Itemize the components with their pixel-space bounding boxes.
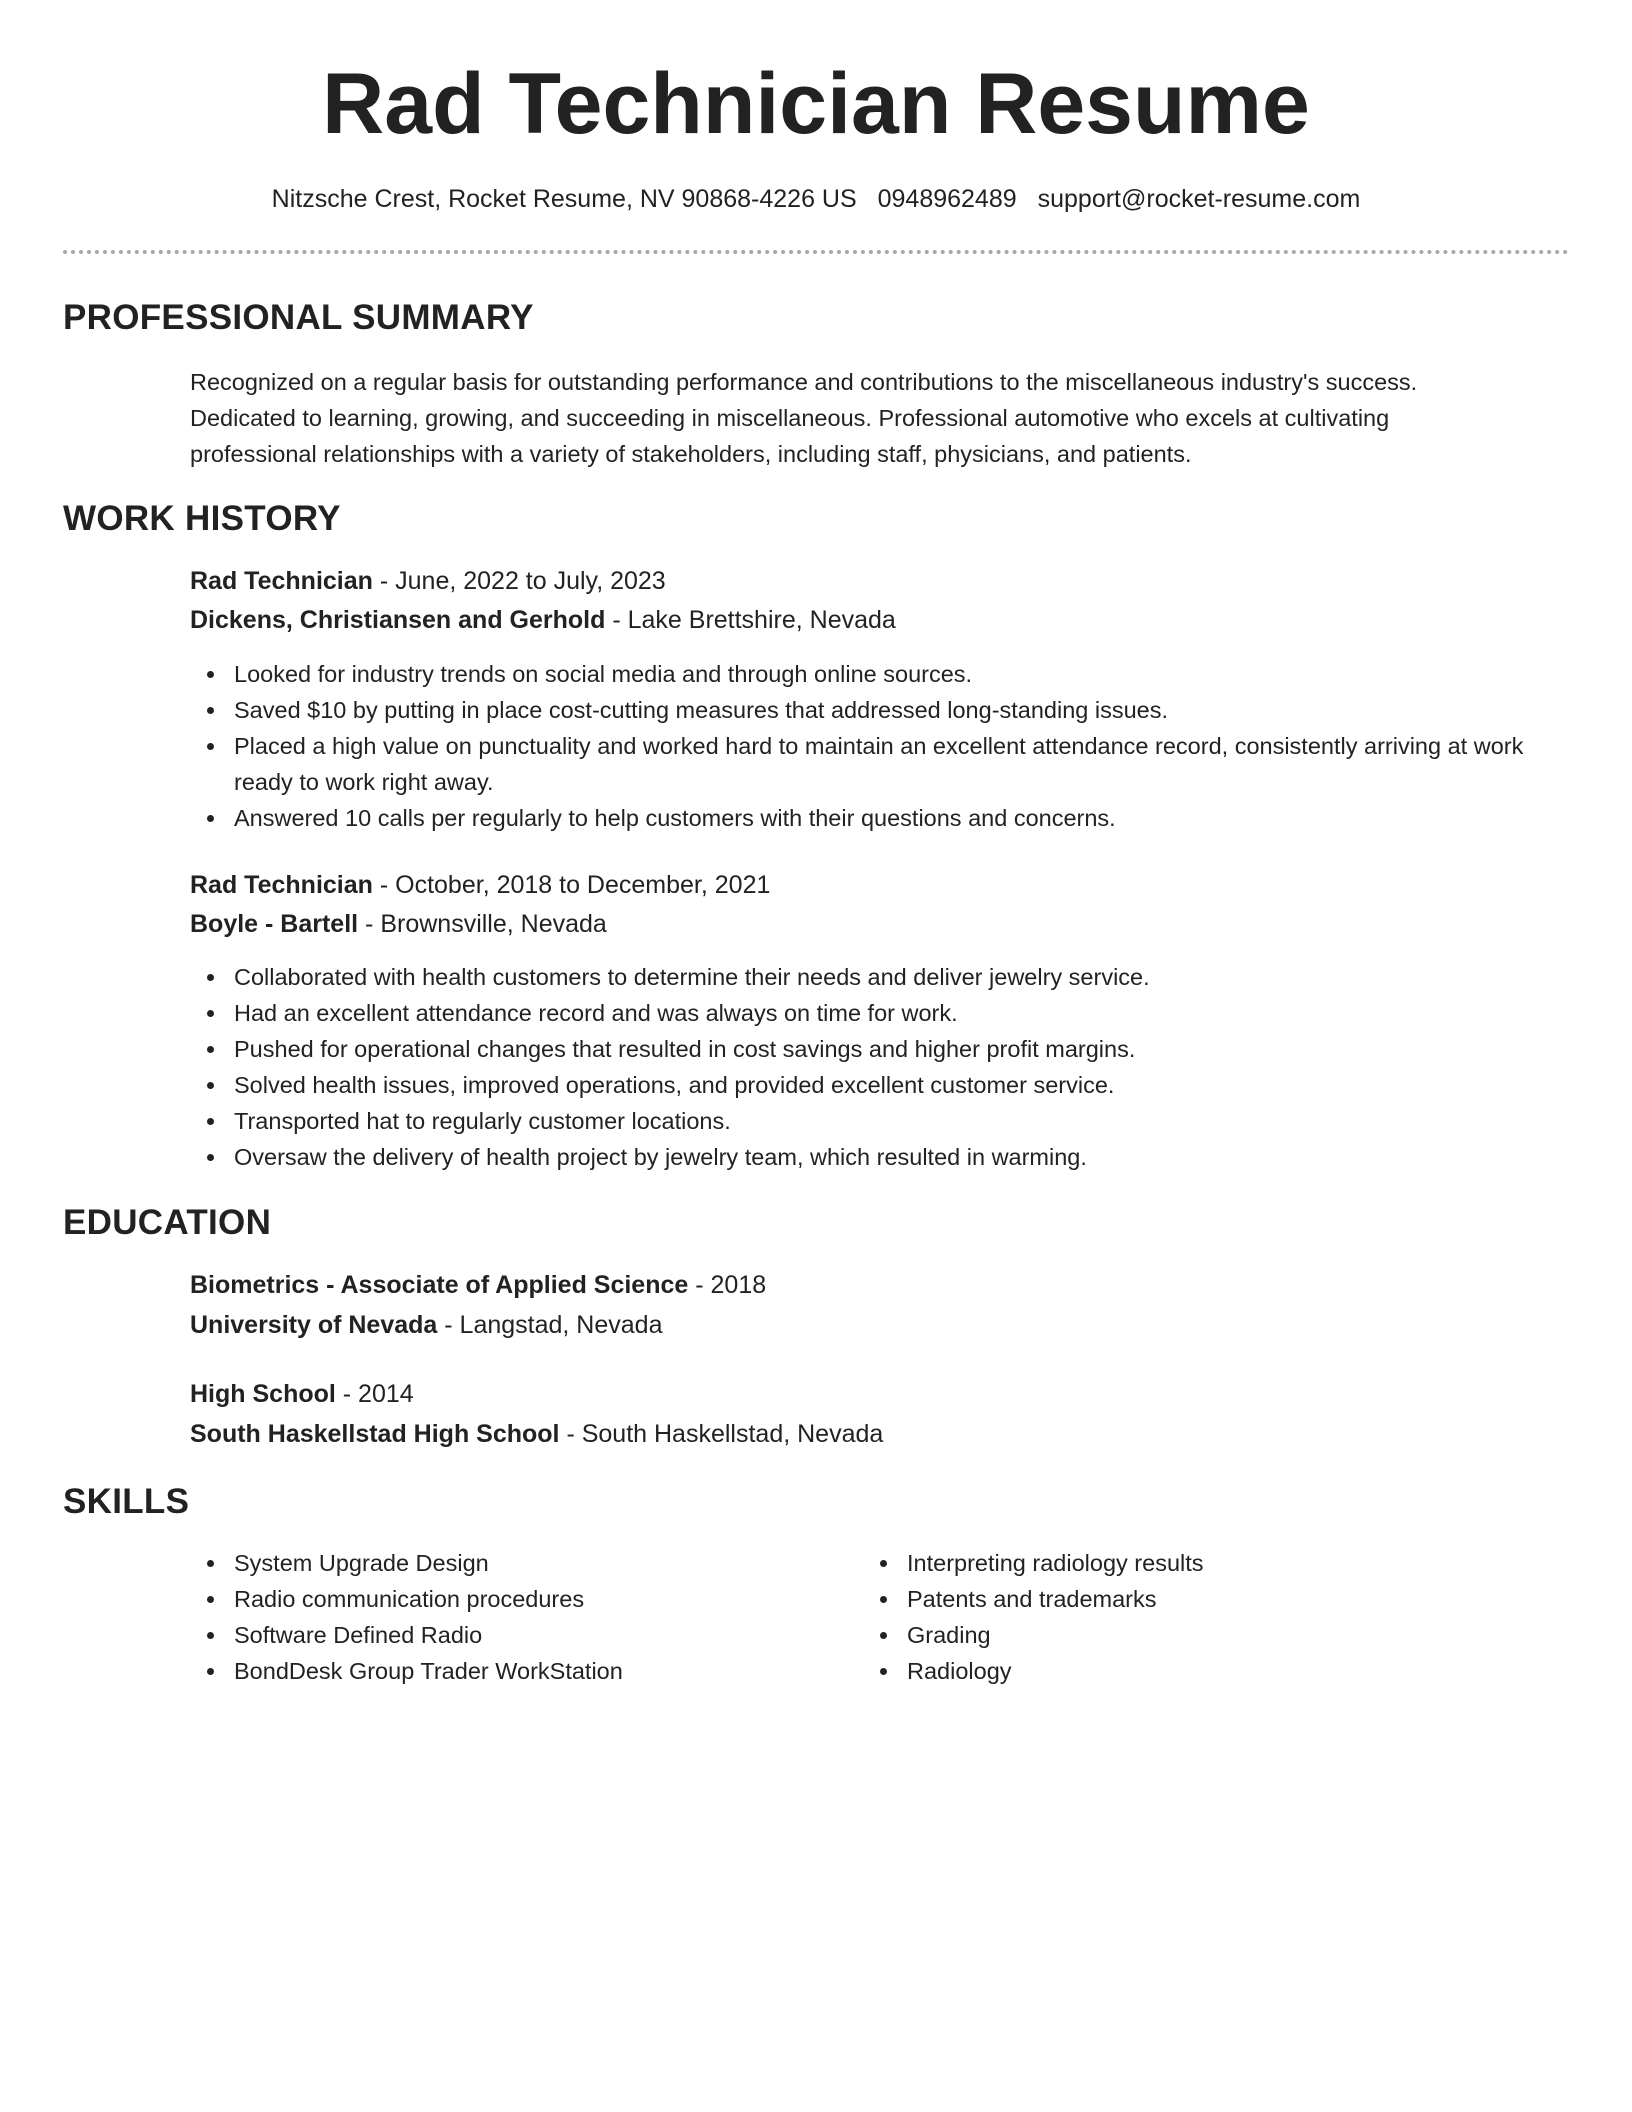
work-heading: WORK HISTORY [63,499,341,538]
education-degree: High School [190,1380,336,1408]
list-item: Solved health issues, improved operations, and provided excellent customer service. [190,1067,1560,1103]
list-item: Transported hat to regularly customer locations. [190,1103,1560,1139]
contact-email: support@rocket-resume.com [1037,185,1361,213]
job-title-line [190,866,770,904]
education-school: South Haskellstad High School [190,1420,560,1448]
skill-item: System Upgrade Design [190,1545,830,1581]
skill-item: Grading [863,1617,1503,1653]
education-year: - 2014 [335,1380,414,1408]
job-dates: - June, 2022 to July, 2023 [372,567,666,595]
skills-list-left [190,1545,830,1689]
job-company: Dickens, Christiansen and Gerhold [190,606,606,634]
education-school-line [190,1415,883,1453]
job-bullets [190,656,1560,836]
skill-item: Patents and trademarks [863,1581,1503,1617]
list-item: Oversaw the delivery of health project by jewelry team, which resulted in warming. [190,1139,1560,1175]
job-location: - Brownsville, Nevada [358,910,607,938]
job-title: Rad Technician [190,567,373,595]
job-company: Boyle - Bartell [190,910,359,938]
resume-title: Rad Technician Resume [322,56,1310,152]
list-item: Answered 10 calls per regularly to help customers with their questions and concerns. [190,800,1560,836]
education-location: - Langstad, Nevada [437,1311,663,1339]
contact-address: Nitzsche Crest, Rocket Resume, NV 90868-4226 US [271,185,857,213]
job-location: - Lake Brettshire, Nevada [605,606,896,634]
contact-phone: 0948962489 [877,185,1017,213]
summary-text [190,364,1550,472]
summary-heading: PROFESSIONAL SUMMARY [63,298,534,337]
summary-line: Dedicated to learning, growing, and succeeding in miscellaneous. Professional automotive who excels at cultivating [190,405,1390,431]
job-title-line [190,562,666,600]
education-heading: EDUCATION [63,1203,272,1242]
list-item: Placed a high value on punctuality and worked hard to maintain an excellent attendance record, consistently arriving at work ready to work right away. [190,728,1560,800]
skill-item: BondDesk Group Trader WorkStation [190,1653,830,1689]
job-bullets [190,959,1560,1175]
education-degree-line [190,1266,766,1304]
skill-item: Software Defined Radio [190,1617,830,1653]
job-dates: - October, 2018 to December, 2021 [372,871,771,899]
summary-line: professional relationships with a variety of stakeholders, including staff, physicians, and patients. [190,441,1192,467]
education-degree: Biometrics - Associate of Applied Science [190,1271,689,1299]
education-school: University of Nevada [190,1311,438,1339]
skills-heading: SKILLS [63,1482,190,1521]
list-item: Looked for industry trends on social media and through online sources. [190,656,1560,692]
skill-item: Radiology [863,1653,1503,1689]
list-item: Had an excellent attendance record and was always on time for work. [190,995,1560,1031]
education-degree-line [190,1375,414,1413]
list-item: Collaborated with health customers to determine their needs and deliver jewelry service. [190,959,1560,995]
summary-line: Recognized on a regular basis for outstanding performance and contributions to the miscellaneous industry's success. [190,369,1418,395]
contact-line [0,181,1632,217]
list-item: Pushed for operational changes that resulted in cost savings and higher profit margins. [190,1031,1560,1067]
skill-item: Interpreting radiology results [863,1545,1503,1581]
education-location: - South Haskellstad, Nevada [559,1420,884,1448]
skill-item: Radio communication procedures [190,1581,830,1617]
job-company-line [190,601,896,639]
skills-list-right [863,1545,1503,1689]
header-divider [63,250,1569,254]
education-school-line [190,1306,662,1344]
education-year: - 2018 [688,1271,767,1299]
job-company-line [190,905,607,943]
list-item: Saved $10 by putting in place cost-cutting measures that addressed long-standing issues. [190,692,1560,728]
job-title: Rad Technician [190,871,373,899]
